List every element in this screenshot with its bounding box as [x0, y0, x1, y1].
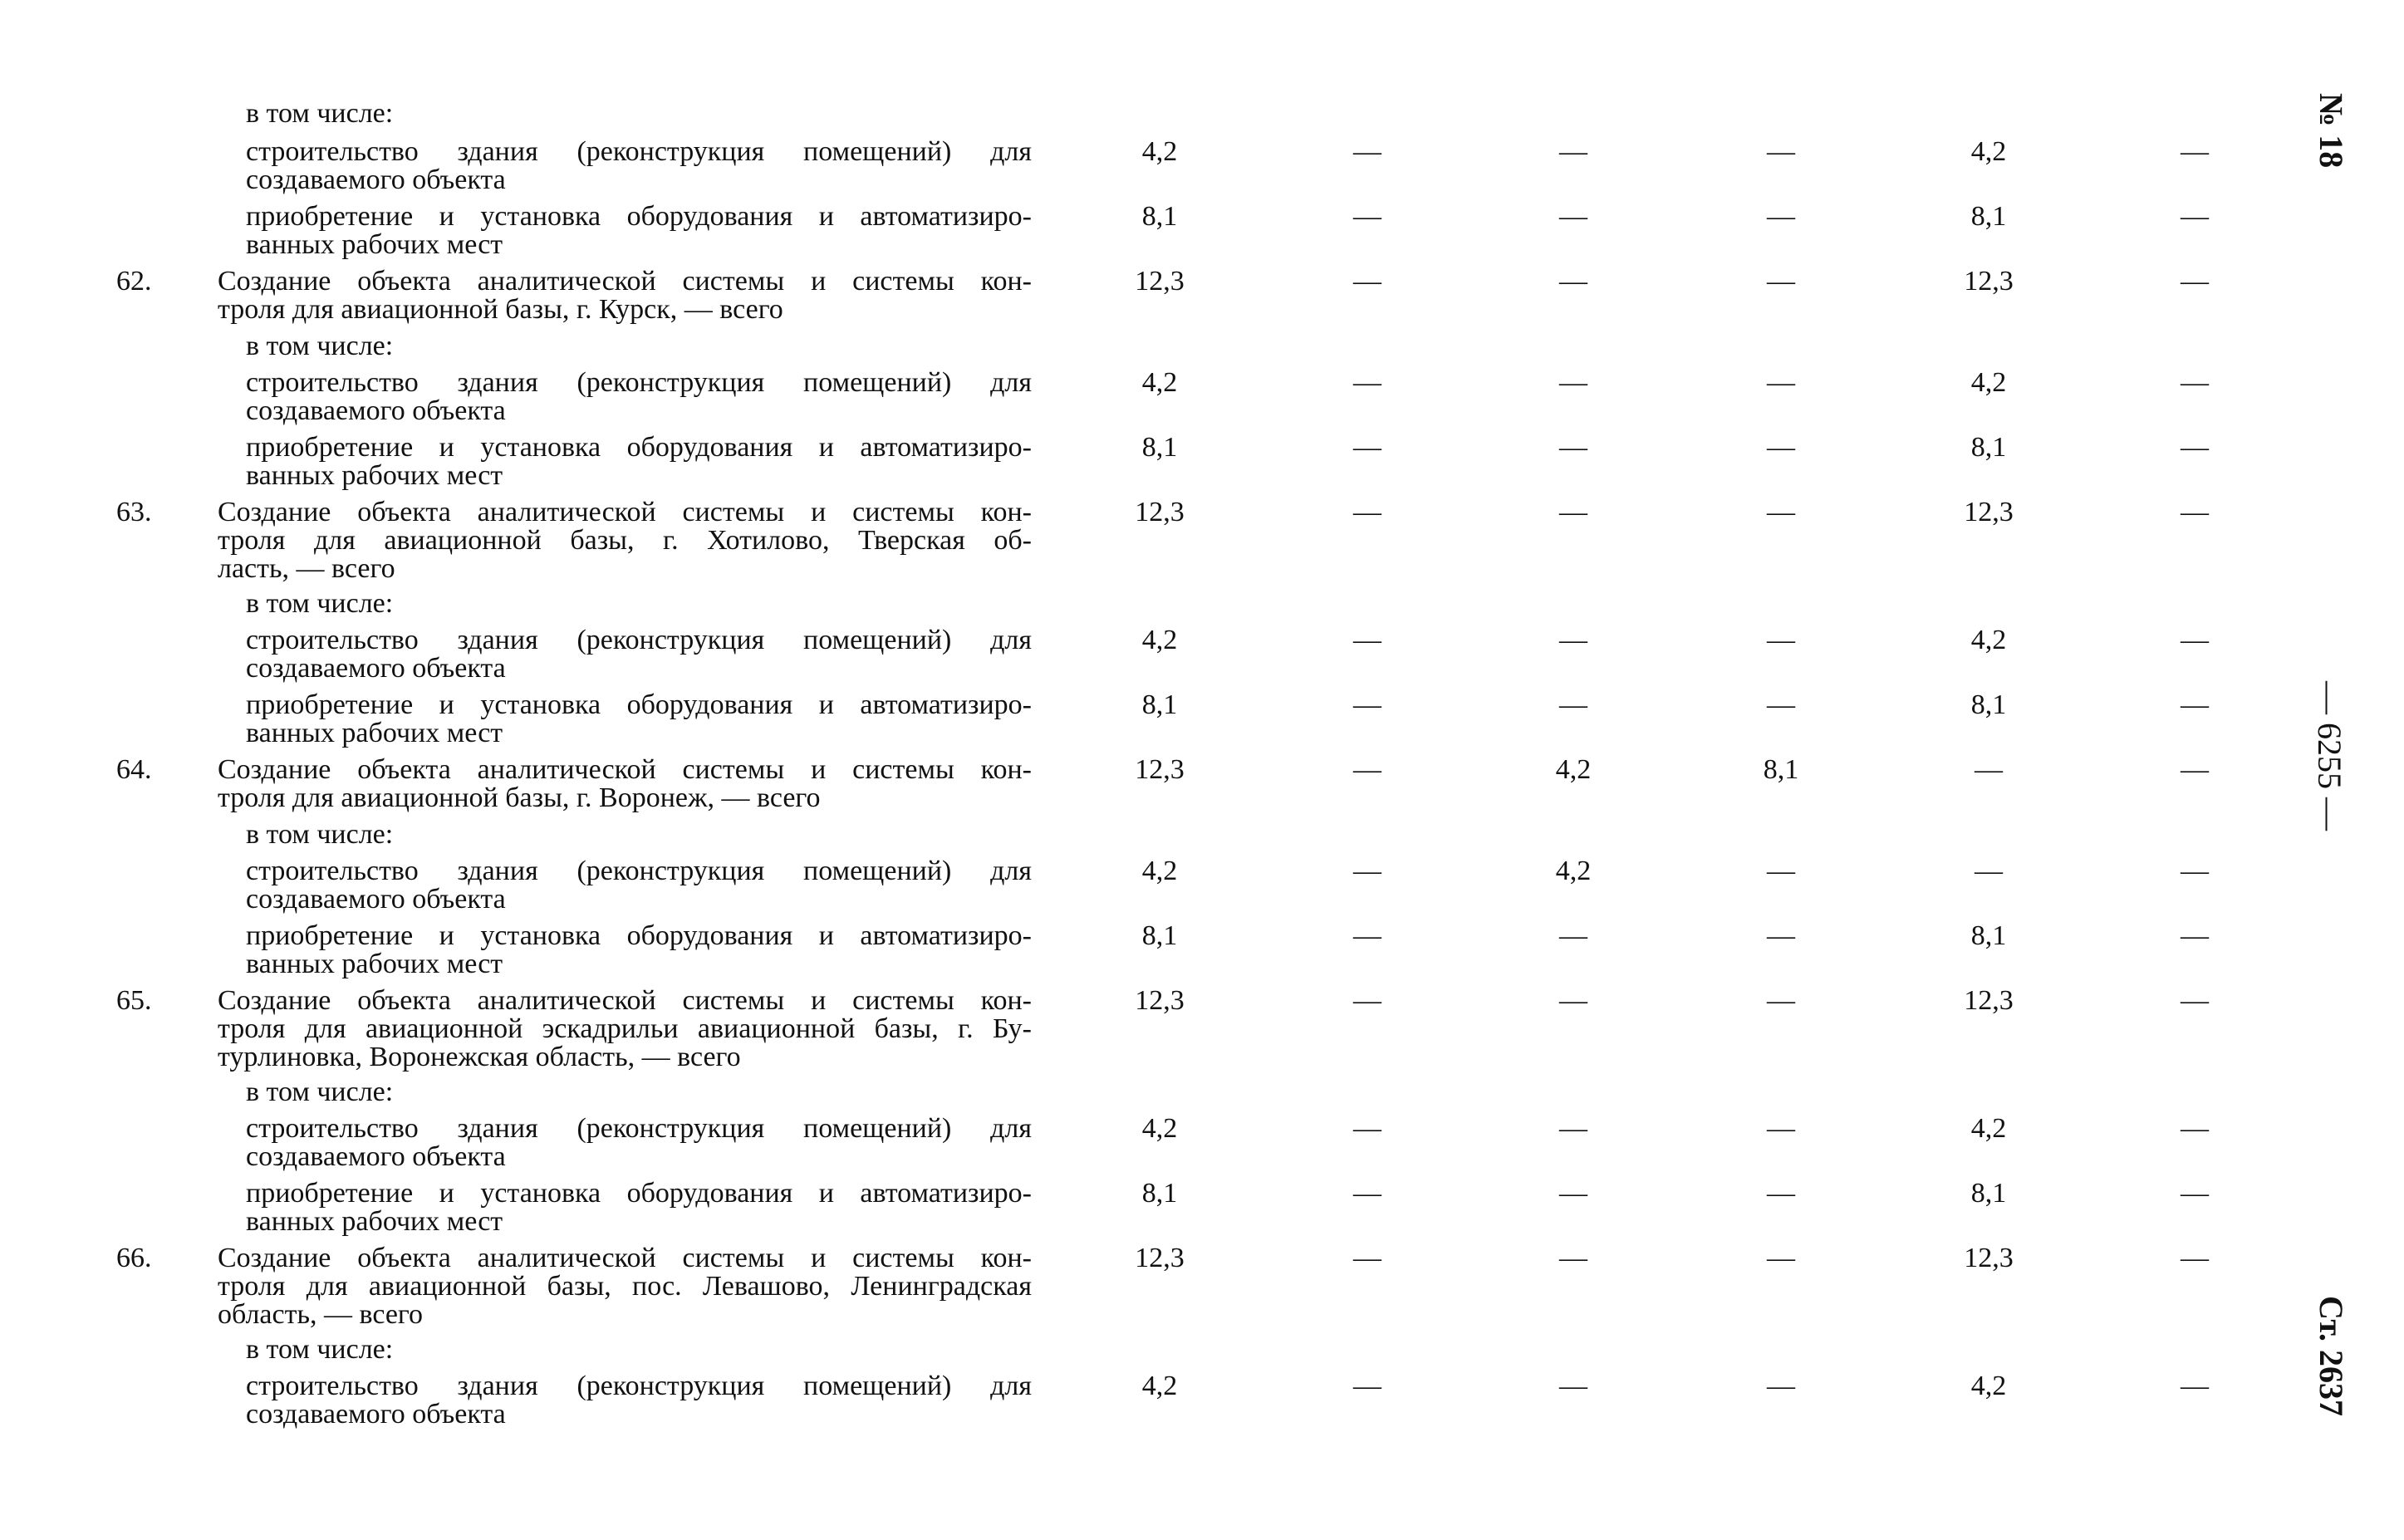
- value-cell-col-6: —: [2181, 1178, 2209, 1209]
- value-cell-col-5: 8,1: [1970, 920, 2007, 951]
- value-cell-col-4: —: [1767, 367, 1795, 398]
- row-description: [246, 1180, 1032, 1236]
- value-cell-col-5: 4,2: [1970, 1371, 2007, 1401]
- value-cell-col-2: —: [1353, 432, 1381, 463]
- description-line: приобретение и установка оборудования и автоматизиро-: [246, 201, 1032, 232]
- description-line: троля для авиационной базы, г. Хотилово, Тверская об-: [218, 525, 1032, 556]
- value-cell-col-5: 8,1: [1970, 201, 2007, 232]
- row-number: 65.: [116, 985, 152, 1016]
- value-cell-col-2: —: [1353, 985, 1381, 1016]
- value-cell-col-4: —: [1767, 625, 1795, 655]
- value-cell-col-4: 8,1: [1763, 754, 1799, 785]
- value-cell-col-3: —: [1559, 266, 1587, 297]
- value-cell-col-1: 12,3: [1135, 497, 1185, 527]
- value-cell-col-3: —: [1559, 920, 1587, 951]
- value-cell-col-6: —: [2181, 497, 2209, 527]
- value-cell-col-3: —: [1559, 689, 1587, 720]
- row-description: [246, 1372, 1032, 1429]
- description-line: создаваемого объекта: [246, 1141, 506, 1172]
- value-cell-col-5: 4,2: [1970, 625, 2007, 655]
- value-cell-col-4: —: [1767, 856, 1795, 886]
- value-cell-col-1: 8,1: [1141, 432, 1178, 463]
- value-cell-col-6: —: [2181, 1243, 2209, 1273]
- row-number: 62.: [116, 266, 152, 297]
- row-number: 64.: [116, 754, 152, 785]
- value-cell-col-3: —: [1559, 985, 1587, 1016]
- value-cell-col-4: —: [1767, 1113, 1795, 1144]
- value-cell-col-1: 12,3: [1135, 985, 1185, 1016]
- row-description: [246, 434, 1032, 490]
- description-line: троля для авиационной базы, пос. Левашово, Ленинградская: [218, 1271, 1032, 1302]
- value-cell-col-4: —: [1767, 920, 1795, 951]
- value-cell-col-4: —: [1767, 1371, 1795, 1401]
- value-cell-col-6: —: [2181, 856, 2209, 886]
- value-cell-col-6: —: [2181, 754, 2209, 785]
- row-description: [246, 857, 1032, 914]
- value-cell-col-6: —: [2181, 266, 2209, 297]
- description-line: Создание объекта аналитической системы и системы кон-: [218, 497, 1032, 527]
- row-description: [246, 100, 1032, 128]
- value-cell-col-5: 12,3: [1964, 1243, 2014, 1273]
- value-cell-col-4: —: [1767, 201, 1795, 232]
- description-line: приобретение и установка оборудования и автоматизиро-: [246, 432, 1032, 463]
- value-cell-col-5: 12,3: [1964, 266, 2014, 297]
- value-cell-col-6: —: [2181, 136, 2209, 167]
- description-line: в том числе:: [246, 1334, 394, 1365]
- description-line: Создание объекта аналитической системы и системы кон-: [218, 985, 1032, 1016]
- value-cell-col-4: —: [1767, 1178, 1795, 1209]
- value-cell-col-1: 4,2: [1141, 367, 1178, 398]
- value-cell-col-5: 12,3: [1964, 497, 2014, 527]
- value-cell-col-1: 4,2: [1141, 1371, 1178, 1401]
- description-line: строительство здания (реконструкция помещений) для: [246, 856, 1032, 886]
- value-cell-col-1: 4,2: [1141, 1113, 1178, 1144]
- value-cell-col-2: —: [1353, 1243, 1381, 1273]
- value-cell-col-1: 8,1: [1141, 201, 1178, 232]
- description-line: ванных рабочих мест: [246, 718, 503, 748]
- value-cell-col-2: —: [1353, 1113, 1381, 1144]
- row-description: [246, 922, 1032, 978]
- value-cell-col-5: 12,3: [1964, 985, 2014, 1016]
- description-line: строительство здания (реконструкция помещений) для: [246, 625, 1032, 655]
- value-cell-col-6: —: [2181, 367, 2209, 398]
- value-cell-col-3: —: [1559, 1113, 1587, 1144]
- value-cell-col-5: —: [1975, 856, 2003, 886]
- value-cell-col-6: —: [2181, 625, 2209, 655]
- description-line: создаваемого объекта: [246, 395, 506, 426]
- description-line: в том числе:: [246, 1077, 394, 1107]
- value-cell-col-3: —: [1559, 497, 1587, 527]
- value-cell-col-5: 4,2: [1970, 367, 2007, 398]
- value-cell-col-1: 4,2: [1141, 625, 1178, 655]
- description-line: в том числе:: [246, 98, 394, 129]
- description-line: троля для авиационной эскадрильи авиационной базы, г. Бу-: [218, 1013, 1032, 1044]
- description-line: ванных рабочих мест: [246, 460, 503, 491]
- row-description: [246, 369, 1032, 425]
- value-cell-col-1: 12,3: [1135, 754, 1185, 785]
- row-description: [246, 1078, 1032, 1106]
- value-cell-col-4: —: [1767, 497, 1795, 527]
- value-cell-col-2: —: [1353, 625, 1381, 655]
- description-line: троля для авиационной базы, г. Курск, — всего: [218, 294, 783, 325]
- row-description: [246, 590, 1032, 618]
- value-cell-col-2: —: [1353, 754, 1381, 785]
- issue-number: № 18: [2313, 93, 2350, 169]
- value-cell-col-5: 8,1: [1970, 689, 2007, 720]
- row-description: [218, 756, 1032, 812]
- value-cell-col-3: —: [1559, 136, 1587, 167]
- row-description: [246, 138, 1032, 194]
- value-cell-col-5: 8,1: [1970, 432, 2007, 463]
- value-cell-col-2: —: [1353, 201, 1381, 232]
- description-line: ласть, — всего: [218, 553, 395, 584]
- row-description: [246, 821, 1032, 849]
- description-line: ванных рабочих мест: [246, 229, 503, 260]
- value-cell-col-1: 8,1: [1141, 689, 1178, 720]
- row-description: [218, 498, 1032, 583]
- value-cell-col-2: —: [1353, 367, 1381, 398]
- description-line: приобретение и установка оборудования и автоматизиро-: [246, 920, 1032, 951]
- value-cell-col-1: 4,2: [1141, 856, 1178, 886]
- value-cell-col-4: —: [1767, 266, 1795, 297]
- description-line: ванных рабочих мест: [246, 1206, 503, 1237]
- description-line: ванных рабочих мест: [246, 949, 503, 979]
- value-cell-col-6: —: [2181, 985, 2209, 1016]
- value-cell-col-1: 8,1: [1141, 1178, 1178, 1209]
- value-cell-col-1: 12,3: [1135, 266, 1185, 297]
- value-cell-col-6: —: [2181, 201, 2209, 232]
- value-cell-col-1: 4,2: [1141, 136, 1178, 167]
- value-cell-col-2: —: [1353, 920, 1381, 951]
- description-line: приобретение и установка оборудования и автоматизиро-: [246, 1178, 1032, 1209]
- row-description: [246, 203, 1032, 259]
- value-cell-col-2: —: [1353, 266, 1381, 297]
- description-line: в том числе:: [246, 588, 394, 619]
- description-line: Создание объекта аналитической системы и системы кон-: [218, 1243, 1032, 1273]
- value-cell-col-5: 8,1: [1970, 1178, 2007, 1209]
- value-cell-col-3: 4,2: [1555, 856, 1592, 886]
- value-cell-col-4: —: [1767, 432, 1795, 463]
- row-description: [218, 987, 1032, 1072]
- row-number: 66.: [116, 1243, 152, 1273]
- value-cell-col-2: —: [1353, 136, 1381, 167]
- description-line: создаваемого объекта: [246, 1399, 506, 1430]
- value-cell-col-3: —: [1559, 201, 1587, 232]
- description-line: создаваемого объекта: [246, 884, 506, 915]
- value-cell-col-1: 12,3: [1135, 1243, 1185, 1273]
- description-line: создаваемого объекта: [246, 653, 506, 684]
- row-description: [246, 626, 1032, 683]
- value-cell-col-6: —: [2181, 432, 2209, 463]
- value-cell-col-6: —: [2181, 920, 2209, 951]
- value-cell-col-2: —: [1353, 497, 1381, 527]
- value-cell-col-3: 4,2: [1555, 754, 1592, 785]
- value-cell-col-1: 8,1: [1141, 920, 1178, 951]
- description-line: троля для авиационной базы, г. Воронеж, — всего: [218, 782, 821, 813]
- value-cell-col-2: —: [1353, 1178, 1381, 1209]
- description-line: Создание объекта аналитической системы и системы кон-: [218, 754, 1032, 785]
- row-description: [246, 691, 1032, 748]
- value-cell-col-3: —: [1559, 1243, 1587, 1273]
- article-number: Ст. 2637: [2313, 1296, 2350, 1416]
- description-line: строительство здания (реконструкция помещений) для: [246, 1113, 1032, 1144]
- description-line: строительство здания (реконструкция помещений) для: [246, 1371, 1032, 1401]
- value-cell-col-6: —: [2181, 689, 2209, 720]
- value-cell-col-5: —: [1975, 754, 2003, 785]
- row-description: [218, 1244, 1032, 1329]
- description-line: турлиновка, Воронежская область, — всего: [218, 1042, 741, 1072]
- description-line: строительство здания (реконструкция помещений) для: [246, 367, 1032, 398]
- description-line: область, — всего: [218, 1299, 424, 1330]
- value-cell-col-5: 4,2: [1970, 1113, 2007, 1144]
- value-cell-col-6: —: [2181, 1113, 2209, 1144]
- value-cell-col-5: 4,2: [1970, 136, 2007, 167]
- value-cell-col-4: —: [1767, 1243, 1795, 1273]
- row-number: 63.: [116, 497, 152, 527]
- value-cell-col-4: —: [1767, 689, 1795, 720]
- value-cell-col-2: —: [1353, 1371, 1381, 1401]
- row-description: [218, 267, 1032, 324]
- value-cell-col-6: —: [2181, 1371, 2209, 1401]
- value-cell-col-3: —: [1559, 367, 1587, 398]
- description-line: Создание объекта аналитической системы и системы кон-: [218, 266, 1032, 297]
- value-cell-col-3: —: [1559, 1371, 1587, 1401]
- value-cell-col-4: —: [1767, 985, 1795, 1016]
- value-cell-col-2: —: [1353, 689, 1381, 720]
- description-line: строительство здания (реконструкция помещений) для: [246, 136, 1032, 167]
- row-description: [246, 332, 1032, 360]
- row-description: [246, 1115, 1032, 1171]
- page-number: — 6255 —: [2311, 681, 2348, 831]
- value-cell-col-3: —: [1559, 1178, 1587, 1209]
- row-description: [246, 1336, 1032, 1364]
- description-line: приобретение и установка оборудования и автоматизиро-: [246, 689, 1032, 720]
- value-cell-col-2: —: [1353, 856, 1381, 886]
- value-cell-col-3: —: [1559, 625, 1587, 655]
- value-cell-col-3: —: [1559, 432, 1587, 463]
- value-cell-col-4: —: [1767, 136, 1795, 167]
- description-line: в том числе:: [246, 819, 394, 850]
- description-line: создаваемого объекта: [246, 164, 506, 195]
- description-line: в том числе:: [246, 331, 394, 361]
